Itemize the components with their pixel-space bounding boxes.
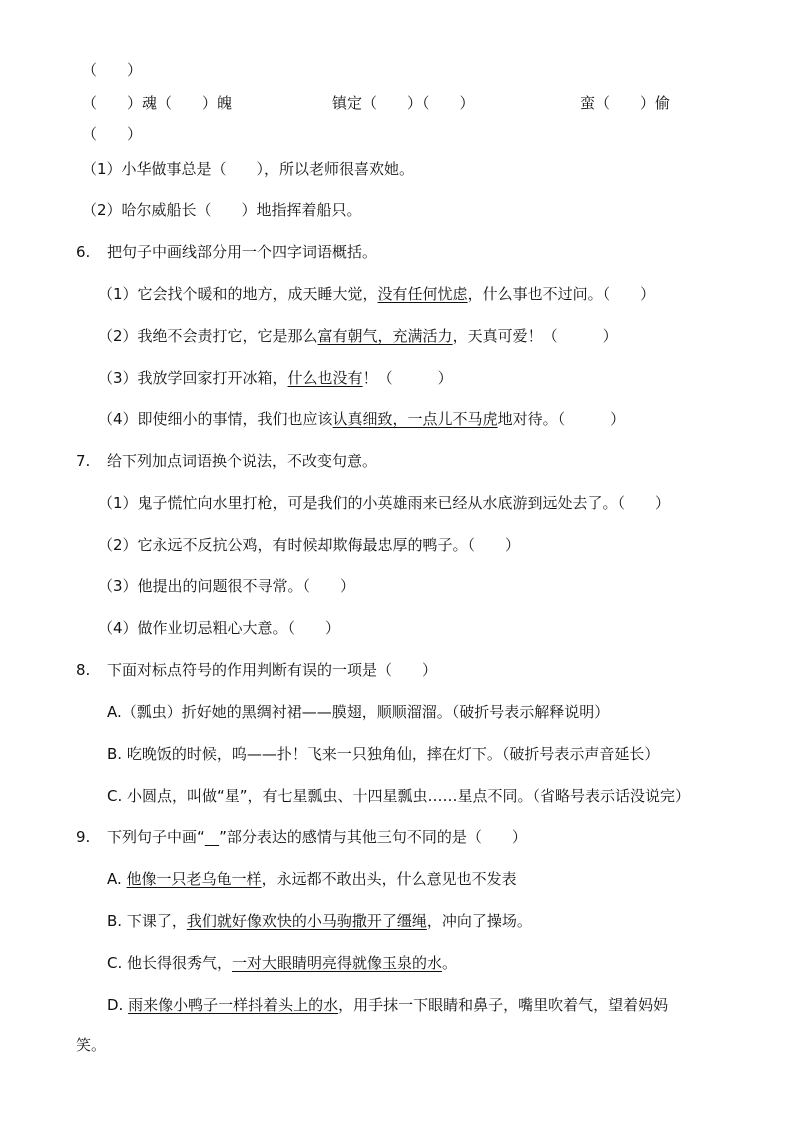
q7-item-4: （4）做作业切忌粗心大意。（ ） [98, 619, 341, 637]
q7-item-2: （2）它永远不反抗公鸡，有时候却欺侮最忠厚的鸭子。（ ） [98, 536, 521, 554]
question-8-number: 8. [76, 661, 91, 679]
word-blank-1: （ ）魂（ ）魄 [82, 94, 233, 112]
q9-option-c: C. 他长得很秀气，一对大眼睛明亮得就像玉泉的水。 [107, 954, 458, 972]
sentence-2: （2）哈尔威船长（ ）地指挥着船只。 [82, 201, 362, 219]
sentence-1: （1）小华做事总是（ ），所以老师很喜欢她。 [82, 160, 415, 178]
q6-item-3: （3）我放学回家打开冰箱，什么也没有！（ ） [98, 369, 453, 387]
q6-item-1: （1）它会找个暖和的地方，成天睡大觉，没有任何忧虑，什么事也不过问。（ ） [98, 285, 656, 303]
q7-item-3: （3）他提出的问题很不寻常。（ ） [98, 577, 356, 595]
question-9-number: 9. [76, 828, 91, 846]
question-8-title: 下面对标点符号的作用判断有误的一项是（ ） [107, 661, 438, 679]
question-9-title: 下列句子中画“ ”部分表达的感情与其他三句不同的是（ ） [107, 828, 527, 846]
q7-item-1: （1）鬼子慌忙向水里打枪，可是我们的小英雄雨来已经从水底游到远处去了。（ ） [98, 494, 671, 512]
blank-line-2: （ ） [82, 125, 143, 143]
q6-item-4: （4）即使细小的事情，我们也应该认真细致，一点儿不马虎地对待。（ ） [98, 410, 626, 428]
q8-option-a: A.（瓢虫）折好她的黑绸衬裙——膜翅，顺顺溜溜。（破折号表示解释说明） [107, 703, 610, 721]
q9-option-a: A. 他像一只老乌龟一样，永远都不敢出头，什么意见也不发表 [107, 870, 517, 888]
word-blank-2: 镇定（ ）（ ） [332, 94, 475, 112]
question-6-title: 把句子中画线部分用一个四字词语概括。 [107, 243, 378, 261]
q9-option-d: D. 雨来像小鸭子一样抖着头上的水，用手抹一下眼睛和鼻子，嘴里吹着气，望着妈妈 [107, 996, 669, 1014]
q6-item-2: （2）我绝不会责打它，它是那么富有朝气，充满活力，天真可爱！（ ） [98, 327, 618, 345]
blank-line-1: （ ） [82, 61, 143, 79]
question-6-number: 6. [76, 243, 91, 261]
q9-option-b: B. 下课了，我们就好像欢快的小马驹撒开了缰绳，冲向了操场。 [107, 912, 532, 930]
word-blank-3: 蛮（ ）偷 [580, 94, 671, 112]
question-7-number: 7. [76, 452, 91, 470]
question-7-title: 给下列加点词语换个说法，不改变句意。 [107, 452, 378, 470]
q9-option-d-continuation: 笑。 [76, 1036, 107, 1054]
q8-option-c: C. 小圆点，叫做“星”，有七星瓢虫、十四星瓢虫……星点不同。（省略号表示话没说完） [107, 787, 691, 805]
q8-option-b: B. 吃晚饭的时候，呜——扑！飞来一只独角仙，摔在灯下。（破折号表示声音延长） [107, 745, 660, 763]
